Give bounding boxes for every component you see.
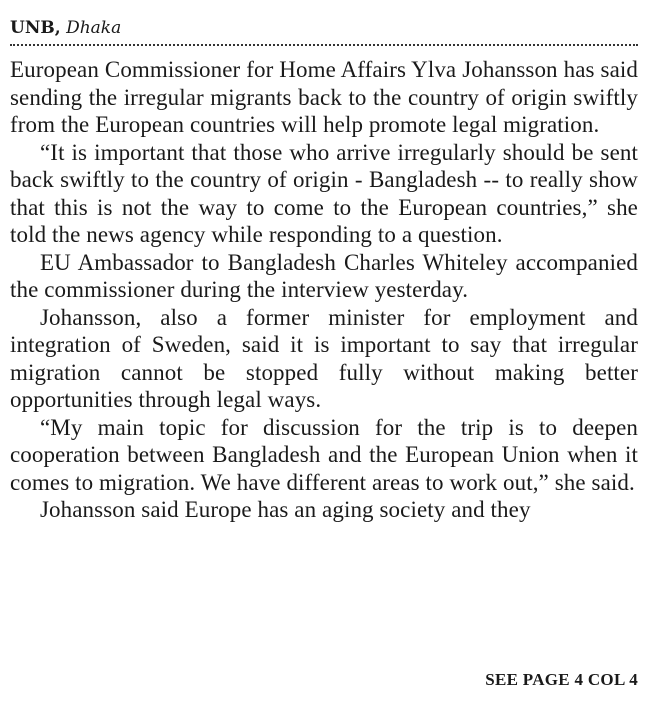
news-article bbox=[10, 16, 638, 524]
agency-name: UNB, bbox=[10, 18, 61, 38]
article-body bbox=[10, 56, 638, 524]
paragraph-lead: European Commissioner for Home Affairs Ylva Johansson has said sending the irregular migrants back to the country of origin swiftly from the European countries will help promote legal migration. bbox=[10, 57, 638, 137]
paragraph: Johansson, also a former minister for employment and integration of Sweden, said it is important to say that irregular migration cannot be stopped fully without making better opportunities through legal ways. bbox=[10, 304, 638, 412]
dotted-divider bbox=[10, 44, 638, 46]
continuation-jump-line: SEE PAGE 4 COL 4 bbox=[485, 670, 638, 689]
paragraph: “My main topic for discussion for the trip is to deepen cooperation between Bangladesh and the European Union when it comes to migration. We have different areas to work out,” she said. bbox=[10, 414, 638, 495]
paragraph: EU Ambassador to Bangladesh Charles Whiteley accompanied the commissioner during the interview yesterday. bbox=[10, 249, 638, 302]
paragraph-last: Johansson said Europe has an aging society and they bbox=[40, 497, 531, 522]
paragraph: “It is important that those who arrive irregularly should be sent back swiftly to the country of origin - Bangladesh -- to really show that this is not the way to come to the European countries,” she told the news agency while responding to a question. bbox=[10, 139, 638, 247]
dateline-city: Dhaka bbox=[66, 18, 122, 38]
dateline bbox=[10, 16, 638, 42]
